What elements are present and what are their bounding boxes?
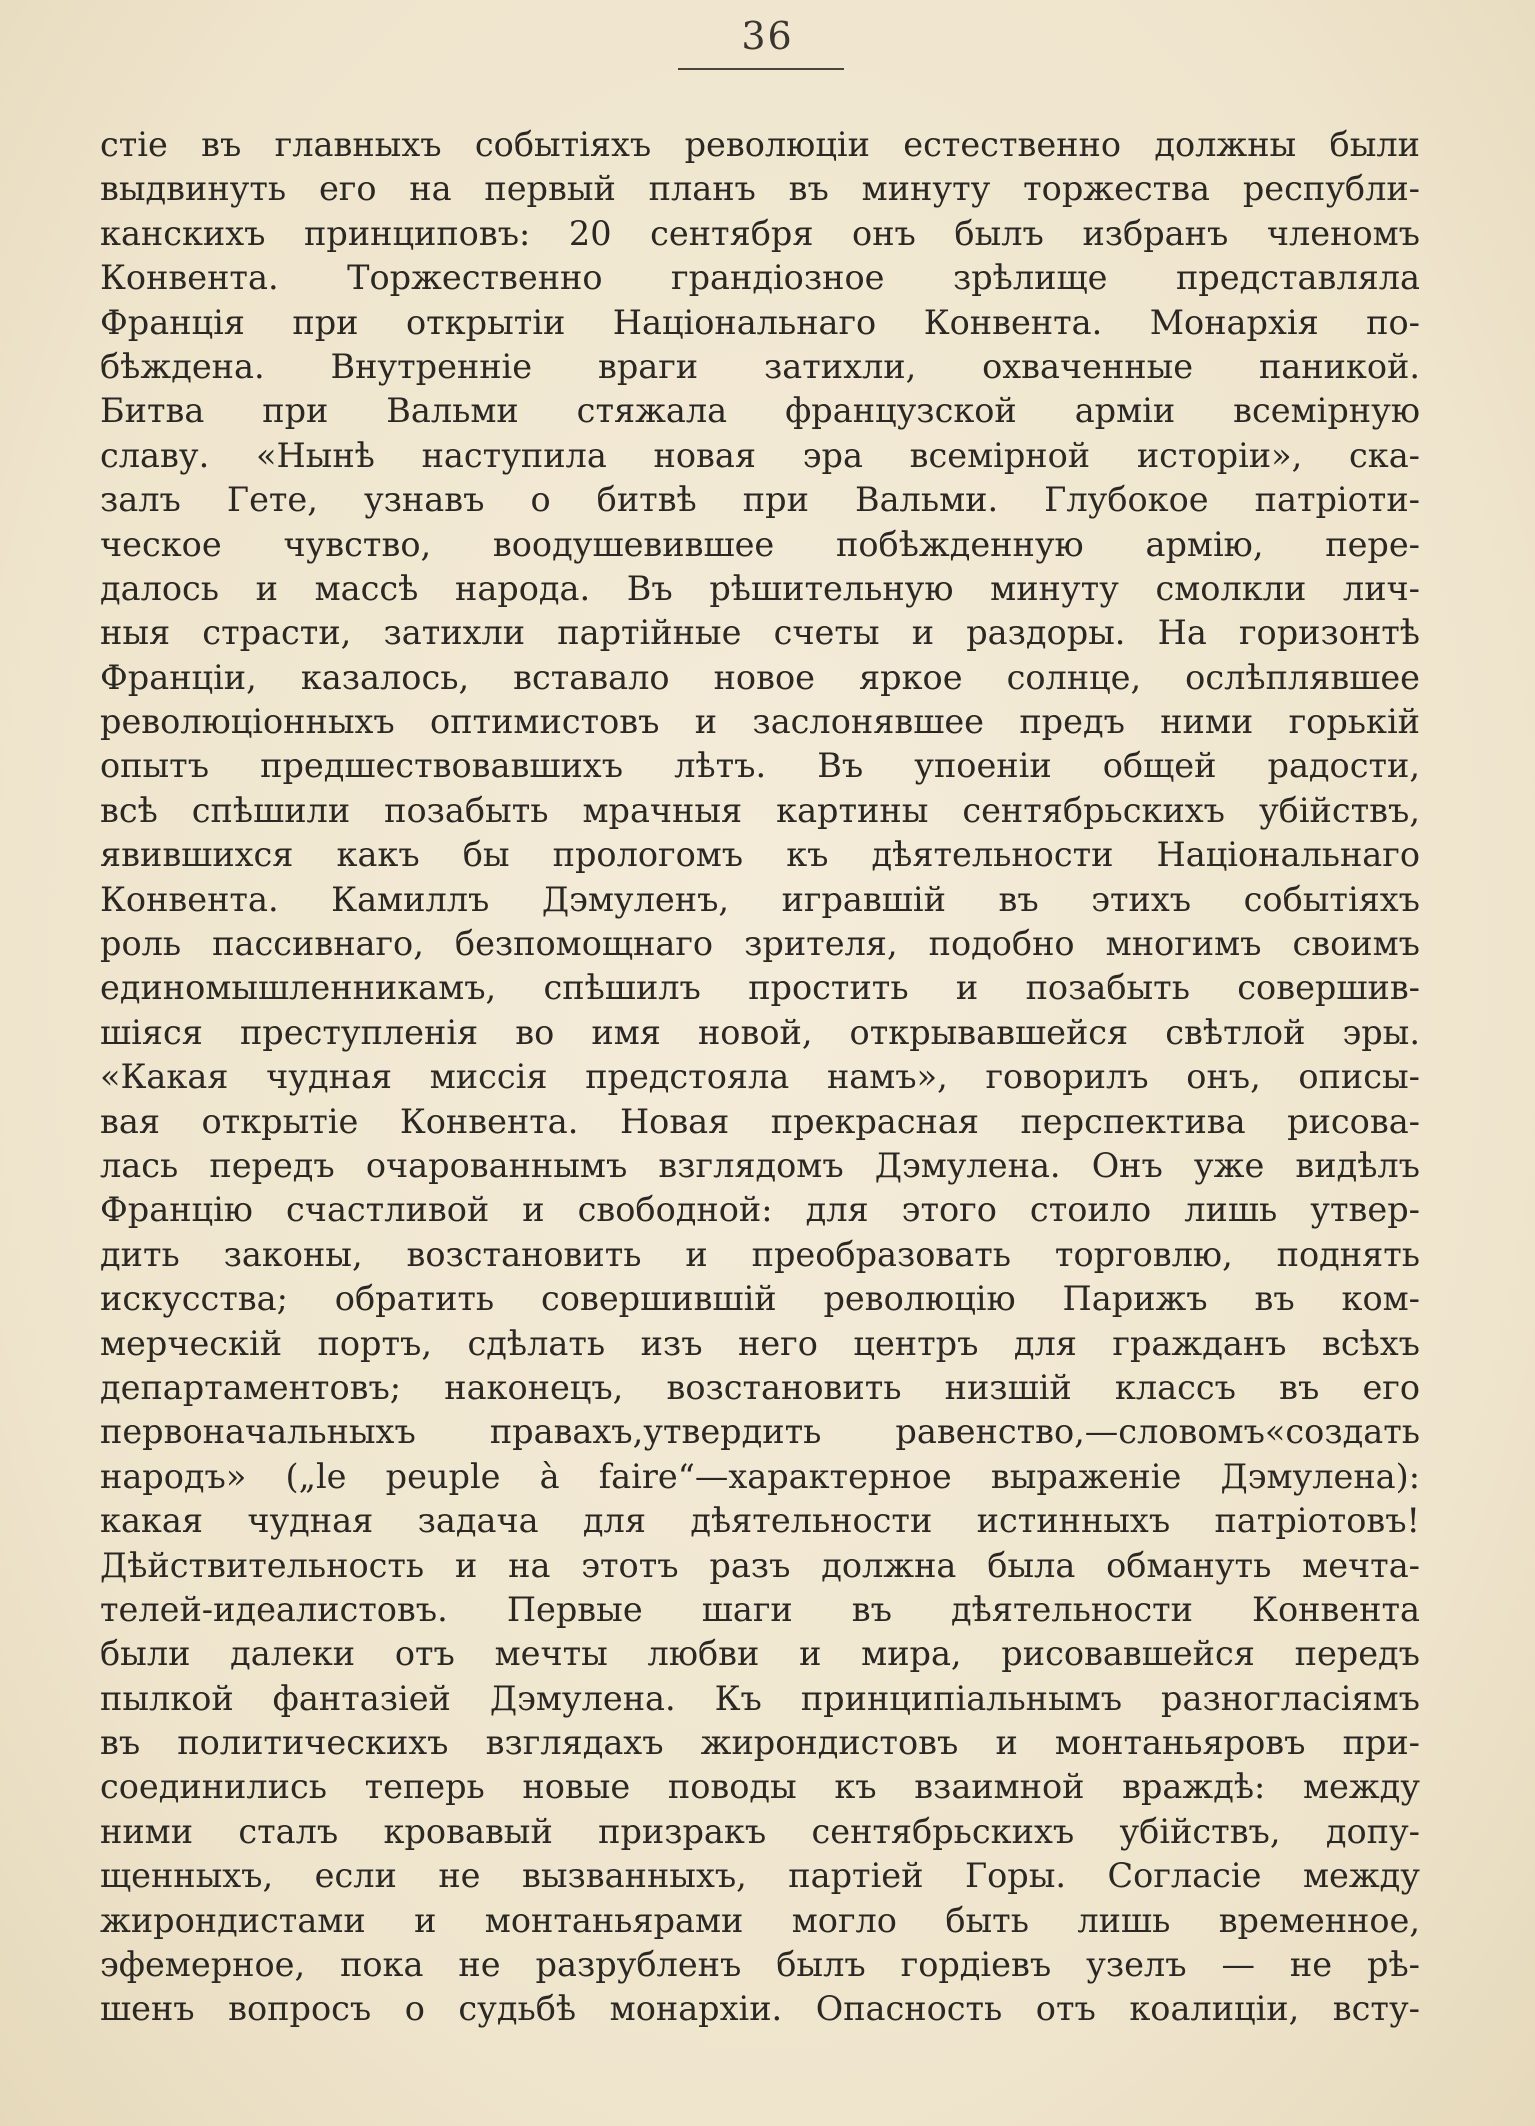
text-line: вая открытіе Конвента. Новая прекрасная перспектива рисова- — [100, 1101, 1420, 1141]
page-number: 36 — [741, 14, 794, 58]
text-line: какая чудная задача для дѣятельности истинныхъ патріотовъ! — [100, 1501, 1420, 1541]
text-line: роль пассивнаго, безпомощнаго зрителя, подобно многимъ своимъ — [100, 924, 1420, 964]
text-line: Францію счастливой и свободной: для этого стоило лишь утвер- — [100, 1190, 1420, 1230]
text-line: стіе въ главныхъ событіяхъ революціи естественно должны были — [100, 125, 1420, 164]
text-line: шіяся преступленія во имя новой, открывавшейся свѣтлой эры. — [100, 1012, 1420, 1052]
text-line: далось и массѣ народа. Въ рѣшительную минуту смолкли лич- — [100, 568, 1420, 608]
text-line: дить законы, возстановить и преобразовать торговлю, поднять — [100, 1234, 1420, 1274]
header-rule — [678, 68, 844, 70]
text-line: единомышленникамъ, спѣшилъ простить и позабыть совершив- — [100, 968, 1420, 1008]
text-line: ныя страсти, затихли партійные счеты и раздоры. На горизонтѣ — [100, 613, 1420, 653]
text-line: Битва при Вальми стяжала французской арміи всемірную — [100, 391, 1420, 431]
text-line: ческое чувство, воодушевившее побѣжденную армію, пере- — [100, 524, 1420, 564]
text-line: Конвента. Камиллъ Дэмуленъ, игравшій въ этихъ событіяхъ — [100, 879, 1420, 919]
text-line: департаментовъ; наконецъ, возстановить низшій классъ въ его — [100, 1367, 1420, 1407]
text-line: «Какая чудная миссія предстояла намъ», говорилъ онъ, описы- — [100, 1057, 1420, 1097]
text-line: Дѣйствительность и на этотъ разъ должна была обмануть мечта- — [100, 1545, 1420, 1585]
text-line: бѣждена. Внутренніе враги затихли, охваченные паникой. — [100, 346, 1420, 386]
text-line: опытъ предшествовавшихъ лѣтъ. Въ упоеніи общей радости, — [100, 746, 1420, 786]
text-line: выдвинуть его на первый планъ въ минуту торжества республи- — [100, 169, 1420, 209]
text-line: Франція при открытіи Національнаго Конвента. Монархія по- — [100, 302, 1420, 342]
text-line: Франціи, казалось, вставало новое яркое солнце, ослѣплявшее — [100, 657, 1420, 697]
text-line: явившихся какъ бы прологомъ къ дѣятельности Національнаго — [100, 835, 1420, 875]
text-line: первоначальныхъ правахъ,утвердить равенство,—словомъ«создать — [100, 1412, 1420, 1452]
text-line: пылкой фантазіей Дэмулена. Къ принципіальнымъ разногласіямъ — [100, 1678, 1420, 1718]
text-line: въ политическихъ взглядахъ жирондистовъ и монтаньяровъ при- — [100, 1723, 1420, 1763]
text-line: жирондистами и монтаньярами могло быть лишь временное, — [100, 1900, 1420, 1940]
text-line: Конвента. Торжественно грандіозное зрѣлище представляла — [100, 258, 1420, 298]
body-text — [100, 123, 1420, 2032]
text-line: были далеки отъ мечты любви и мира, рисовавшейся передъ — [100, 1634, 1420, 1674]
text-line: эфемерное, пока не разрубленъ былъ гордіевъ узелъ — не рѣ- — [100, 1945, 1420, 1985]
text-line: искусства; обратить совершившій революцію Парижъ въ ком- — [100, 1279, 1420, 1319]
text-line: шенъ вопросъ о судьбѣ монархіи. Опасность отъ коалиціи, всту- — [100, 1989, 1420, 2029]
text-line: залъ Гете, узнавъ о битвѣ при Вальми. Глубокое патріоти- — [100, 480, 1420, 520]
text-line: мерческій портъ, сдѣлать изъ него центръ для гражданъ всѣхъ — [100, 1323, 1420, 1363]
text-line: революціонныхъ оптимистовъ и заслонявшее предъ ними горькій — [100, 702, 1420, 742]
text-line: народъ» („le peuple à faire“—характерное выраженіе Дэмулена): — [100, 1456, 1420, 1496]
text-line: всѣ спѣшили позабыть мрачныя картины сентябрьскихъ убійствъ, — [100, 790, 1420, 830]
text-line: канскихъ принциповъ: 20 сентября онъ былъ избранъ членомъ — [100, 213, 1420, 253]
text-line: ними сталъ кровавый призракъ сентябрьскихъ убійствъ, допу- — [100, 1811, 1420, 1851]
text-line: соединились теперь новые поводы къ взаимной враждѣ: между — [100, 1767, 1420, 1807]
text-line: славу. «Нынѣ наступила новая эра всемірной исторіи», ска- — [100, 435, 1420, 475]
text-line: телей-идеалистовъ. Первые шаги въ дѣятельности Конвента — [100, 1589, 1420, 1629]
text-line: щенныхъ, если не вызванныхъ, партіей Горы. Согласіе между — [100, 1856, 1420, 1896]
text-line: лась передъ очарованнымъ взглядомъ Дэмулена. Онъ уже видѣлъ — [100, 1145, 1420, 1185]
